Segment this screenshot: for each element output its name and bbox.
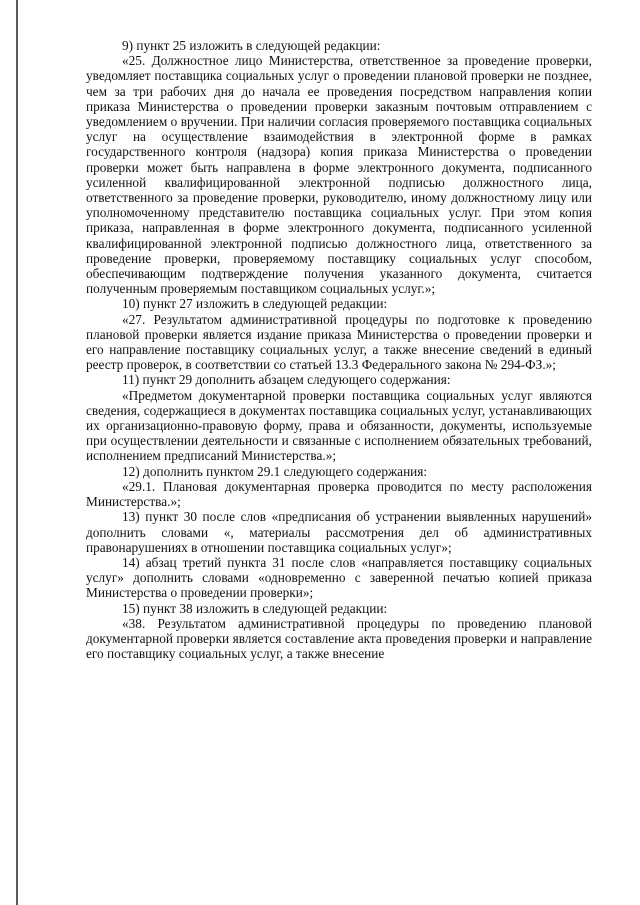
paragraph-point-25: «25. Должностное лицо Министерства, ответственное за проведение проверки, уведомляет поставщика социальных услуг о проведении плановой проверки не позднее, чем за три рабочих дня до начала ее проведения посредством направления копии приказа Министерства о проведении проверки заказным почтовым отправлением с уведомлением о вручении. При наличии согласия проверяемого поставщика социальных услуг на осуществление взаимодействия в электронной форме в рамках государственного контроля (надзора) копия приказа Министерства о проведении проверки может быть направлена в форме электронного документа, подписанного усиленной квалифицированной электронной подписью должностного лица, ответственного за проведение проверки, руководителю, иному должностному лицу или уполномоченному представителю поставщика социальных услуг. При этом копия приказа, направленная в форме электронного документа, подписанного усиленной квалифицированной электронной подписью должностного лица, ответственного за проведение проверки, проверяемому поставщику социальных услуг способом, обеспечивающим подтверждение получения указанного документа, считается полученным проверяемым поставщиком социальных услуг.»; xyxy=(86,53,592,297)
paragraph-item-9: 9) пункт 25 изложить в следующей редакции: xyxy=(122,38,381,53)
paragraph-subject-of-check: «Предметом документарной проверки поставщика социальных услуг являются сведения, содержащиеся в документах поставщика социальных услуг, устанавливающих их организационно-правовую форму, права и обязанности, документы, используемые при осуществлении деятельности и связанные с исполнением обязательных требований, исполнением предписаний Министерства.»; xyxy=(86,387,592,464)
paragraph-item-14: 14) абзац третий пункта 31 после слов «направляется поставщику социальных услуг» дополнить словами «одновременно с заверенной печатью копией приказа Министерства о проведении проверки»; xyxy=(86,554,592,601)
paragraph-point-38: «38. Результатом административной процедуры по проведению плановой документарной проверки является составление акта проведения проверки и направление его поставщику социальных услуг, а также внесение xyxy=(86,615,592,662)
paragraph-item-11: 11) пункт 29 дополнить абзацем следующего содержания: xyxy=(122,372,451,388)
paragraph-item-10: 10) пункт 27 изложить в следующей редакции: xyxy=(122,296,388,312)
document-body xyxy=(86,38,592,661)
paragraph-item-13: 13) пункт 30 после слов «предписания об устранении выявленных нарушений» дополнить словами «, материалы рассмотрения дел об административных правонарушениях в отношении поставщика социальных услуг»; xyxy=(86,509,592,555)
paragraph-point-29-1: «29.1. Плановая документарная проверка проводится по месту расположения Министерства.»; xyxy=(86,478,592,510)
paragraph-item-15: 15) пункт 38 изложить в следующей редакции: xyxy=(122,600,388,616)
scan-edge-line xyxy=(16,0,18,905)
paragraph-item-12: 12) дополнить пунктом 29.1 следующего содержания: xyxy=(122,463,428,479)
paragraph-point-27: «27. Результатом административной процедуры по подготовке к проведению плановой проверки является издание приказа Министерства о проведении проверки и его направление поставщику социальных услуг, а также внесение сведений в единый реестр проверок, в соответствии со статьей 13.3 Федерального закона № 294-ФЗ.»; xyxy=(86,311,592,373)
